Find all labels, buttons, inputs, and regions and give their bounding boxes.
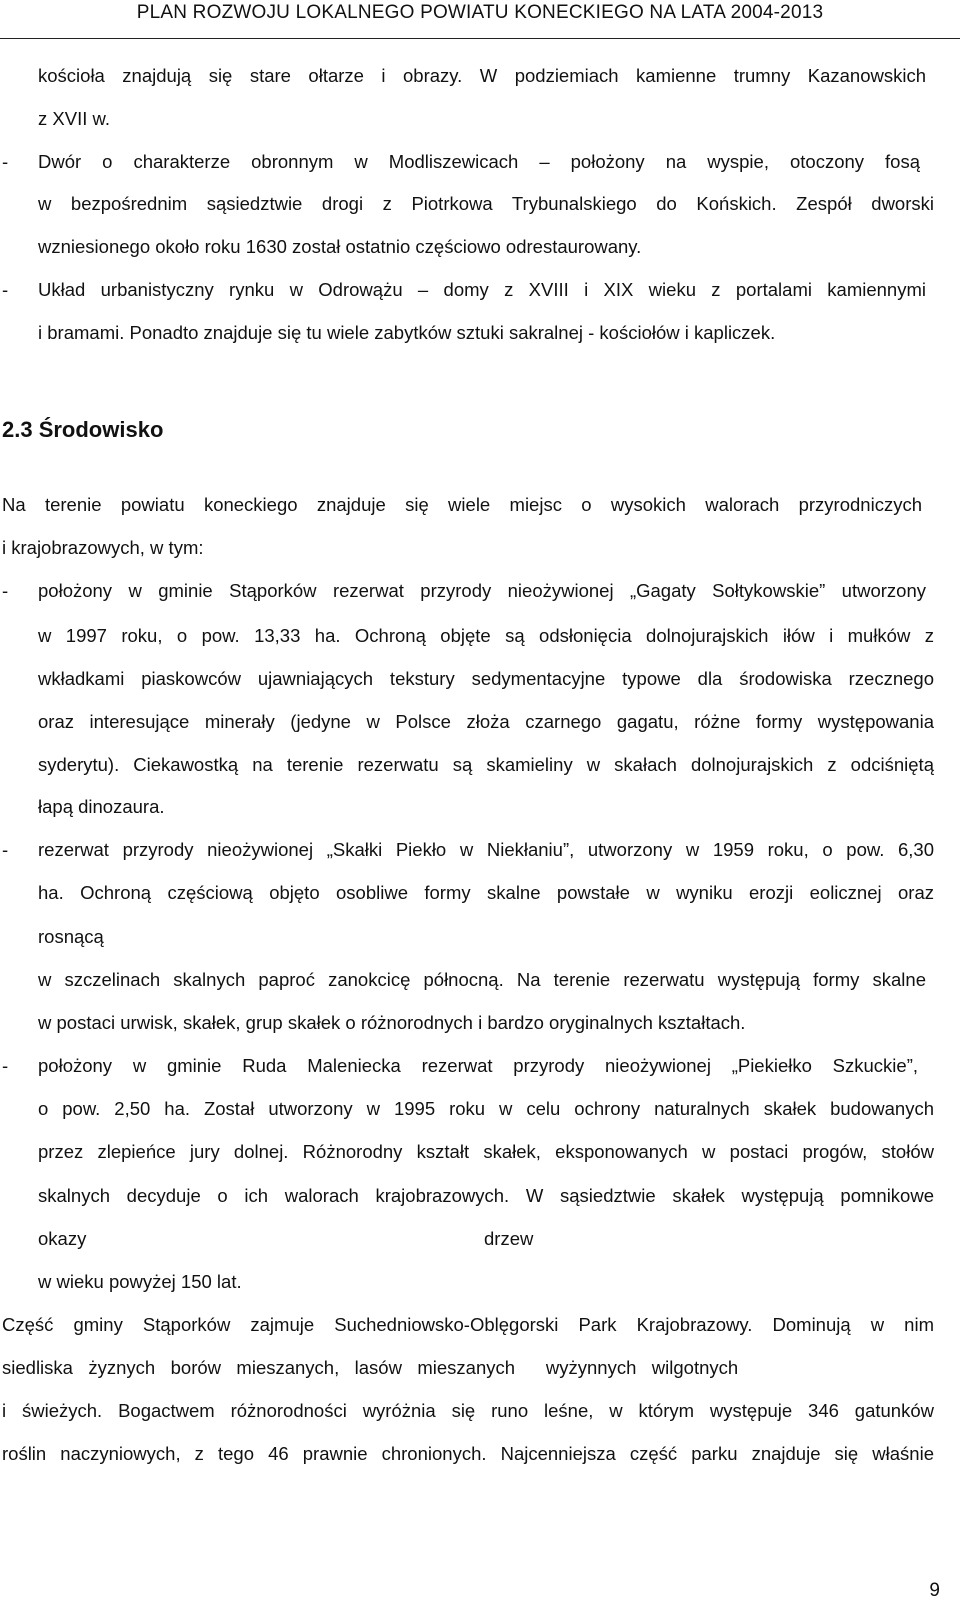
text-line: oraz interesujące minerały (jedyne w Polsce złoża czarnego gagatu, różne formy występowania bbox=[38, 711, 934, 732]
text-line: przez zlepieńce jury dolnej. Różnorodny kształt skałek, eksponowanych w postaci progów, stołów bbox=[38, 1141, 934, 1162]
bullet-dash: - bbox=[2, 839, 9, 860]
page-number: 9 bbox=[929, 1580, 940, 1601]
text-line: Układ urbanistyczny rynku w Odrowążu – domy z XVIII i XIX wieku z portalami kamiennymi bbox=[38, 279, 926, 300]
header-rule bbox=[0, 38, 960, 39]
text-line: wkładkami piaskowców ujawniających tekstury sedymentacyjne typowe dla środowiska rzecznego bbox=[38, 668, 934, 689]
text-line: w wieku powyżej 150 lat. bbox=[38, 1271, 242, 1292]
text-line: kościoła znajdują się stare ołtarze i obrazy. W podziemiach kamienne trumny Kazanowskich bbox=[38, 65, 926, 86]
section-heading: 2.3 Środowisko bbox=[2, 417, 164, 442]
text-line: w 1997 roku, o pow. 13,33 ha. Ochroną objęte są odsłonięcia dolnojurajskich iłów i mułków z bbox=[38, 625, 934, 646]
bullet-dash: - bbox=[2, 279, 9, 300]
text-line: Dwór o charakterze obronnym w Modliszewicach – położony na wyspie, otoczony fosą bbox=[38, 151, 920, 172]
text-word: okazy bbox=[38, 1228, 87, 1249]
text-word: drzew bbox=[484, 1228, 534, 1249]
bullet-dash: - bbox=[2, 580, 9, 601]
text-line: roślin naczyniowych, z tego 46 prawnie chronionych. Najcenniejsza część parku znajduje się właśnie bbox=[2, 1443, 934, 1464]
bullet-dash: - bbox=[2, 1055, 9, 1076]
text-line: rezerwat przyrody nieożywionej „Skałki Piekło w Niekłaniu”, utworzony w 1959 roku, o pow. 6,30 bbox=[38, 839, 934, 860]
text-line: w bezpośrednim sąsiedztwie drogi z Piotrkowa Trybunalskiego do Końskich. Zespół dworski bbox=[38, 193, 934, 214]
text-line: syderytu). Ciekawostką na terenie rezerwatu są skamieliny w skałach dolnojurajskich z odciśniętą bbox=[38, 754, 934, 775]
text-line: wzniesionego około roku 1630 został ostatnio częściowo odrestaurowany. bbox=[38, 236, 642, 257]
text-line: skalnych decyduje o ich walorach krajobrazowych. W sąsiedztwie skałek występują pomnikowe bbox=[38, 1185, 934, 1206]
text-line: położony w gminie Ruda Maleniecka rezerwat przyrody nieożywionej „Piekiełko Szkuckie”, bbox=[38, 1055, 918, 1076]
text-line: ha. Ochroną częściową objęto osobliwe formy skalne powstałe w wyniku erozji eolicznej oraz bbox=[38, 882, 934, 903]
text-line: położony w gminie Stąporków rezerwat przyrody nieożywionej „Gagaty Sołtykowskie” utworzony bbox=[38, 580, 926, 601]
text-line: Na terenie powiatu koneckiego znajduje się wiele miejsc o wysokich walorach przyrodniczych bbox=[2, 494, 922, 515]
text-line: o pow. 2,50 ha. Został utworzony w 1995 roku w celu ochrony naturalnych skałek budowanych bbox=[38, 1098, 934, 1119]
bullet-dash: - bbox=[2, 151, 9, 172]
page-header-title: PLAN ROZWOJU LOKALNEGO POWIATU KONECKIEGO NA LATA 2004-2013 bbox=[136, 2, 824, 23]
text-line: siedliska żyznych borów mieszanych, lasów mieszanych wyżynnych wilgotnych bbox=[2, 1357, 739, 1378]
text-line: rosnącą bbox=[38, 926, 104, 947]
text-line: łapą dinozaura. bbox=[38, 796, 165, 817]
text-line: i krajobrazowych, w tym: bbox=[2, 537, 204, 558]
text-line: w szczelinach skalnych paproć zanokcicę północną. Na terenie rezerwatu występują formy skalne bbox=[38, 969, 926, 990]
text-line: i świeżych. Bogactwem różnorodności wyróżnia się runo leśne, w którym występuje 346 gatunków bbox=[2, 1400, 934, 1421]
text-line: w postaci urwisk, skałek, grup skałek o różnorodnych i bardzo oryginalnych kształtach. bbox=[38, 1012, 746, 1033]
text-line: z XVII w. bbox=[38, 108, 110, 129]
text-line: i bramami. Ponadto znajduje się tu wiele zabytków sztuki sakralnej - kościołów i kapliczek. bbox=[38, 322, 776, 343]
text-line: Część gminy Stąporków zajmuje Suchedniowsko-Oblęgorski Park Krajobrazowy. Dominują w nim bbox=[2, 1314, 934, 1335]
